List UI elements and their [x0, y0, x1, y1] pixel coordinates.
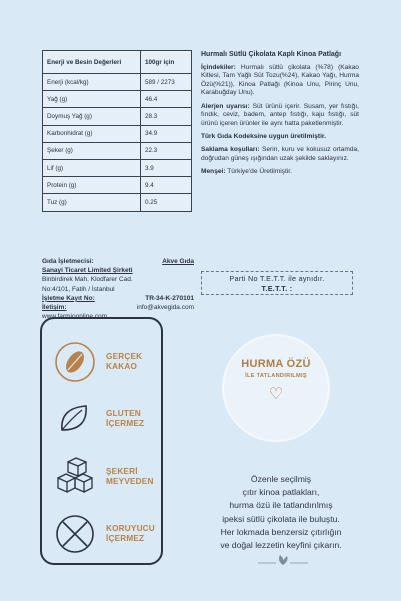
table-row	[43, 177, 192, 194]
slogan-line: ipeksi sütlü çikolata ile buluştu.	[222, 513, 340, 524]
nutrient-label: Lif (g)	[43, 159, 141, 176]
lot-line-2: T.E.T.T. :	[261, 284, 293, 293]
feature-badges-panel	[40, 317, 163, 565]
nutrient-value: 22.3	[141, 142, 192, 159]
origin-label: Menşei:	[201, 167, 226, 175]
ingredients	[201, 64, 359, 98]
badge-sugar-from-fruit	[54, 456, 154, 498]
origin	[201, 168, 359, 177]
slogan-line: Özenle seçilmiş	[250, 474, 312, 484]
table-row	[43, 159, 192, 176]
contact-email[interactable]: info@akvegida.com	[136, 304, 194, 312]
seal-subtitle: İLE TATLANDIRILMIŞ	[245, 373, 307, 379]
product-title: Hurmalı Sütlü Çikolata Kaplı Kinoa Patlağı	[201, 51, 342, 58]
nutrient-value: 0.25	[141, 194, 192, 211]
registration-label: İşletme Kayıt No:	[42, 294, 95, 302]
badge-real-cocoa	[54, 341, 142, 383]
company-name-part-2: Sanayi Ticaret Limited Şirketi	[42, 267, 133, 275]
codex-statement: Türk Gıda Kodeksine uygun üretilmiştir.	[201, 132, 326, 140]
allergen-text: Süt ürünü içerir. Susam, yer fıstığı, fındık, ceviz, badem, antep fıstığı, kaju fıstığı, süt ürünü içeren ürünler ile aynı hatta paketlenmiştir.	[201, 102, 359, 127]
product-slogan	[196, 473, 366, 552]
origin-text: Türkiye'de Üretilmiştir.	[227, 167, 292, 175]
table-row	[43, 91, 192, 108]
badge-text: GERÇEK KAKAO	[106, 351, 143, 371]
product-info	[201, 50, 359, 181]
company-address-1: Binbirdirek Mah. Klodfarer Cad.	[42, 276, 133, 284]
storage-conditions	[201, 146, 359, 163]
sugar-cubes-icon	[54, 456, 96, 498]
company-address-2: No:4/101, Fatih / İstanbul	[42, 285, 115, 293]
nutrition-header-row	[43, 51, 192, 74]
lot-line-1: Parti No T.E.T.T. ile aynıdır.	[229, 274, 325, 283]
contact-label: İletişim:	[42, 304, 67, 312]
storage-text: Serin, kuru ve kokusuz ortamda, doğrudan güneş ışığından uzak şekilde saklayınız.	[201, 146, 359, 162]
nutrition-table	[42, 50, 192, 212]
cocoa-bean-icon	[54, 341, 96, 383]
nutrient-value: 589 / 2273	[141, 74, 192, 91]
nutrient-label: Protein (g)	[43, 177, 141, 194]
company-name-part-1: Akve Gıda	[162, 258, 194, 265]
sprig-divider-icon	[258, 553, 308, 567]
registration-number: TR-34-K-270101	[145, 294, 194, 302]
registration-row	[42, 294, 194, 303]
nutrient-label: Şeker (g)	[43, 142, 141, 159]
badge-text: KORUYUCU İÇERMEZ	[106, 523, 155, 543]
date-extract-seal	[222, 334, 330, 442]
slogan-line: hurma özü ile tatlandırılmış	[229, 500, 333, 511]
nutrient-label: Enerji (kcal/kg)	[43, 74, 141, 91]
nutrient-value: 9.4	[141, 177, 192, 194]
slogan-line: Her lokmada benzersiz çıtırlığın	[220, 526, 342, 537]
slogan-line: ve doğal lezzetin keyfini çıkarın.	[220, 540, 342, 551]
badge-gluten-free	[54, 398, 144, 440]
nutrient-value: 3.9	[141, 159, 192, 176]
company-info	[42, 257, 194, 321]
nutrient-value: 34.9	[141, 125, 192, 142]
badge-no-preservative	[54, 513, 155, 555]
table-row	[43, 142, 192, 159]
table-row	[43, 194, 192, 211]
seal-title: HURMA ÖZÜ	[241, 358, 311, 370]
heart-icon: ♡	[268, 386, 284, 403]
allergen-label: Alerjen uyarısı:	[201, 102, 250, 110]
nutrient-label: Karbonhidrat (g)	[43, 125, 141, 142]
nutrient-value: 46.4	[141, 91, 192, 108]
lot-number-box	[201, 271, 353, 295]
company-line-1	[42, 257, 194, 266]
table-row	[43, 74, 192, 91]
nutrient-value: 28.3	[141, 108, 192, 125]
slogan-line: çıtır kinoa patlakları,	[242, 487, 320, 498]
nutrition-header-label: Enerji ve Besin Değerleri	[43, 51, 141, 74]
no-preservative-icon	[54, 513, 96, 555]
nutrient-label: Yağ (g)	[43, 91, 141, 108]
badge-text: ŞEKERİ MEYVEDEN	[106, 466, 154, 486]
storage-label: Saklama koşulları:	[201, 146, 260, 154]
ingredients-text: Hurmalı sütlü çikolata (%78) (Kakao Kitlesi, Tam Yağlı Süt Tozu(%24), Kakao Yağı, Hurma Özü(%21)), Kinoa Patlağı (Kinoa Unu, Pirinç Unu, Karabuğday Unu).	[201, 63, 359, 97]
table-row	[43, 125, 192, 142]
nutrition-header-amount: 100gr için	[141, 51, 192, 74]
badge-text: GLUTEN İÇERMEZ	[106, 408, 145, 428]
nutrient-label: Tuz (g)	[43, 194, 141, 211]
allergen-warning	[201, 103, 359, 129]
nutrient-label: Doymuş Yağ (g)	[43, 108, 141, 125]
ingredients-label: İçindekiler:	[201, 63, 236, 71]
company-website[interactable]: www.farmioonline.com	[42, 313, 108, 321]
table-row	[43, 108, 192, 125]
contact-row	[42, 303, 194, 312]
leaf-icon	[54, 398, 96, 440]
operator-label: Gıda İşletmecisi:	[42, 258, 94, 265]
